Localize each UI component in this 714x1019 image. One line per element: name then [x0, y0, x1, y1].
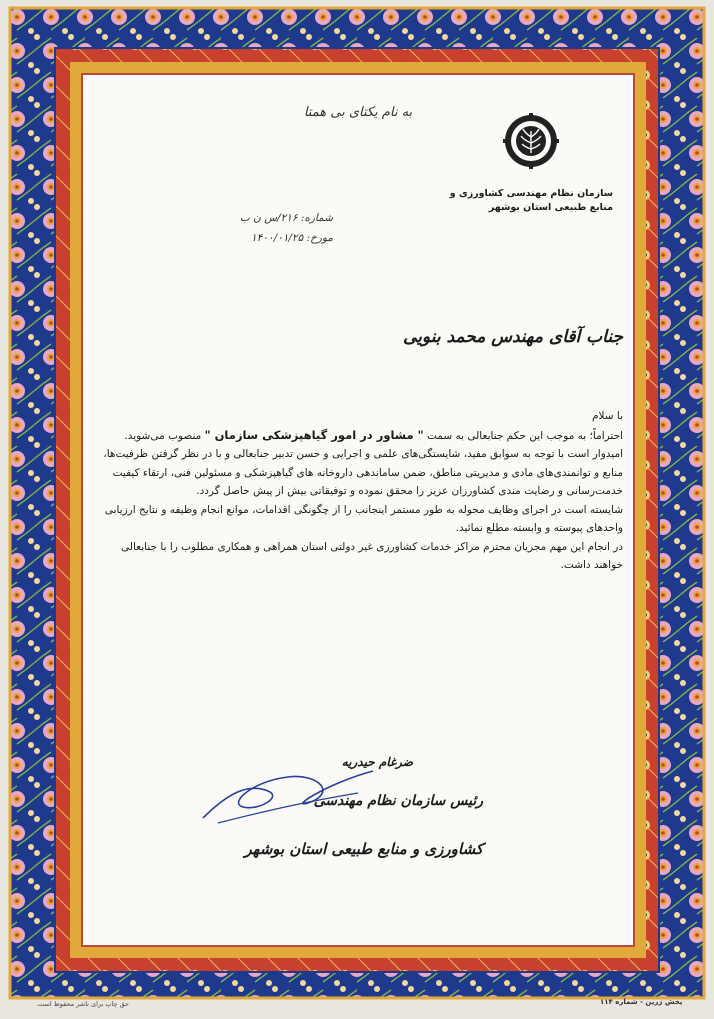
basmala-heading: به نام یکتای بی همتا	[303, 105, 413, 120]
p1-start: احتراماً؛ به موجب این حکم جنابعالی به سمت	[423, 429, 623, 442]
org-line-1: سازمان نظام مهندسی کشاورزی و	[449, 188, 613, 199]
signatory-name: ضرغام حیدریه	[341, 755, 413, 769]
paragraph-3: شایسته است در اجرای وظایف محوله به طور مستمر اینجانب را از چگونگی اقدامات، موانع انجام وظیفه و نتایج ارزیابی واحدهای پیوسته و وابسته مطلع نمائید.	[104, 503, 623, 534]
letter-page	[83, 75, 633, 945]
appointment-title: " مشاور در امور گیاهپزشکی سازمان "	[204, 427, 424, 442]
p1-end: منصوب می‌شوید.	[124, 429, 205, 442]
signatory-title-2: کشاورزی و منابع طبیعی استان بوشهر	[244, 840, 483, 858]
letter-meta	[213, 208, 333, 248]
letter-number: شماره: ۲۱۶/س ن ب	[239, 212, 333, 224]
letter-body	[103, 407, 623, 575]
footer-publisher: پخش زرین - شماره ۱۱۴	[600, 998, 683, 1006]
paragraph-4: در انجام این مهم مجریان محترم مراکز خدمات کشاورزی غیر دولتی استان همراهی و همکاری مطلوب را با جنابعالی خواهند داشت.	[121, 540, 623, 571]
organization-logo	[503, 113, 559, 169]
org-line-2: منابع طبیعی استان بوشهر	[488, 202, 613, 213]
greeting: با سلام	[591, 410, 623, 422]
paragraph-2: امیدوار است با توجه به سوابق مفید، شایستگی‌های علمی و اجرایی و حسن تدبیر جنابعالی و با در نظر گرفتن ظرفیت‌ها، منابع و توانمندی‌های مادی و مدیریتی مناطق، ضمن ساماندهی داروخانه های گیاهپزشکی و مسئولین فنی، ارتقاء کیفیت خدمت‌رسانی و رضایت مندی کشاورزان عزیز را محقق نموده و توفیقاتی بیش از پیش حاصل گردد.	[103, 448, 623, 497]
footer-copyright: حق چاپ برای ناشر محفوظ است.	[36, 1000, 130, 1008]
letter-date: مورخ: ۱۴۰۰/۰۱/۲۵	[251, 232, 333, 244]
organization-name	[433, 187, 613, 215]
signatory-title-1: رئیس سازمان نظام مهندسی	[313, 793, 483, 809]
addressee: جناب آقای مهندس محمد بنویی	[403, 327, 623, 347]
paragraph-1	[103, 426, 623, 446]
